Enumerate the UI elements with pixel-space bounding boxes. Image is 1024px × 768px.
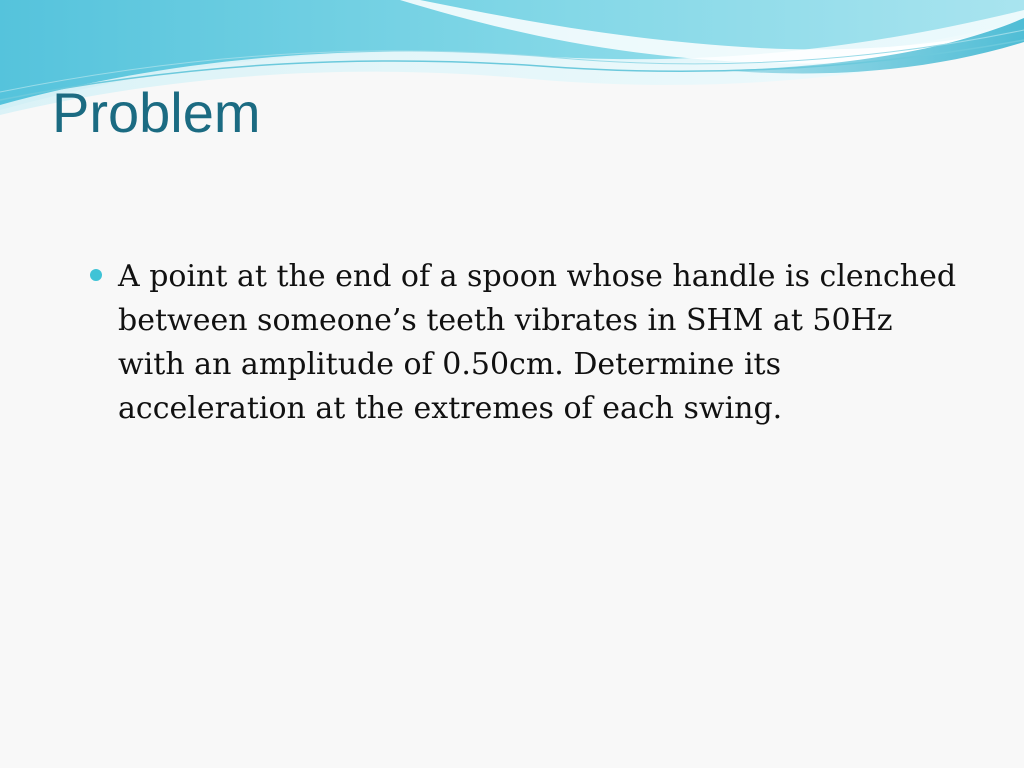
bullet-list xyxy=(88,255,958,431)
bullet-item xyxy=(88,255,958,431)
bullet-dot-icon xyxy=(90,269,102,281)
bullet-text: A point at the end of a spoon whose handle is clenched between someone’s teeth vibrates in SHM at 50Hz with an amplitude of 0.50cm. Determine its acceleration at the extremes of each swing. xyxy=(118,259,957,426)
slide-title: Problem xyxy=(52,81,261,144)
